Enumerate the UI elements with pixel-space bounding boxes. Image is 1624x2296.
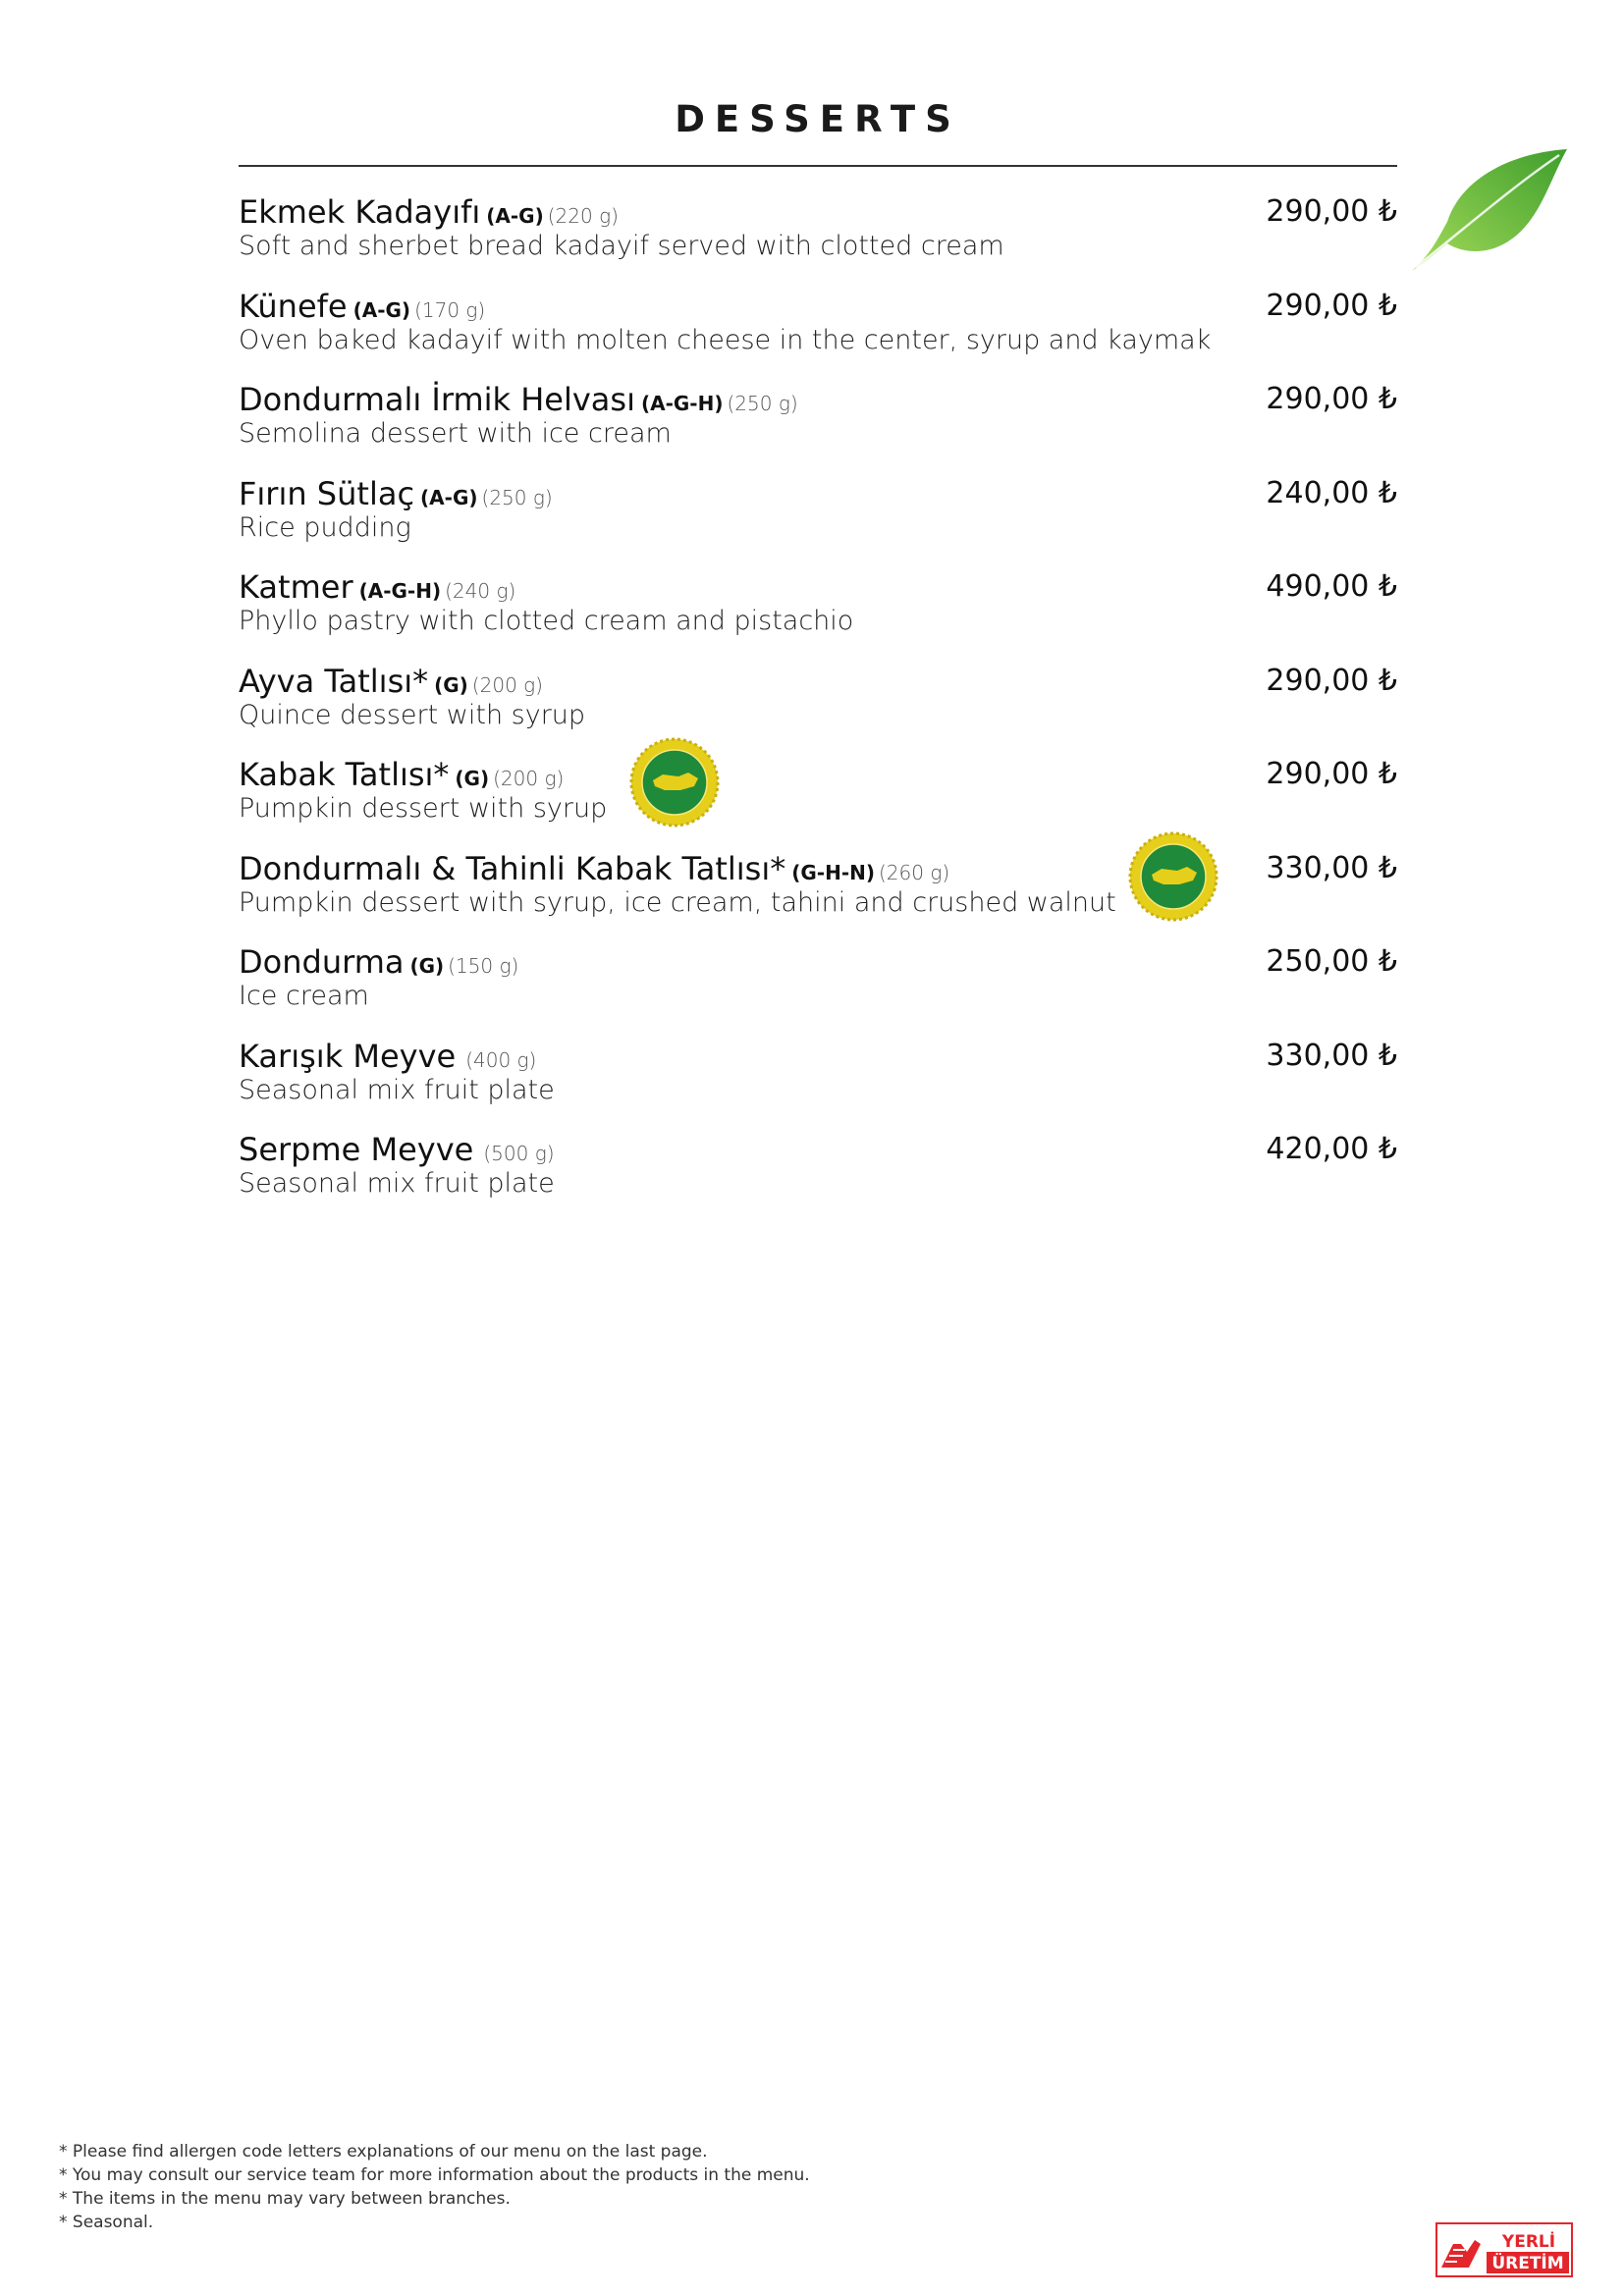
geographical-indication-badge-icon [629,737,720,828]
item-name: Fırın Sütlaç [239,474,415,512]
item-allergens: (A-G) [486,204,544,228]
logo-text-line2: ÜRETİM [1491,2254,1564,2273]
item-price: 240,00 ₺ [1266,475,1397,510]
footnote-seasonal: * Seasonal. [59,2213,154,2232]
item-name: Dondurmalı İrmik Helvası [239,381,635,418]
leaf-icon [1402,145,1569,273]
menu-item-firin-sutlac [239,474,1397,568]
dessert-menu-list [239,192,1397,1224]
item-weight: (150 g) [448,954,519,978]
item-description: Ice cream [239,981,369,1011]
item-name: Serpme Meyve [239,1131,474,1168]
item-name: Dondurmalı & Tahinli Kabak Tatlısı* [239,849,786,887]
item-weight: (260 g) [879,860,950,884]
item-weight: (170 g) [414,297,486,322]
item-weight: (220 g) [547,204,619,228]
item-weight: (400 g) [465,1047,537,1072]
item-description: Seasonal mix fruit plate [239,1074,555,1105]
menu-item-kabak-tatlisi [239,755,1397,849]
item-description: Soft and sherbet bread kadayif served with clotted cream [239,231,1004,261]
item-weight: (500 g) [483,1142,555,1165]
item-weight: (200 g) [493,767,565,790]
menu-item-katmer [239,567,1397,662]
footnote-service-team: * You may consult our service team for more information about the products in the menu. [59,2165,810,2185]
item-allergens: (A-G) [352,297,411,322]
item-name: Künefe [239,287,348,325]
footnotes [59,2140,810,2234]
item-allergens: (A-G-H) [358,579,442,603]
item-description: Semolina dessert with ice cream [239,418,672,449]
item-weight: (250 g) [727,392,798,415]
item-price: 290,00 ₺ [1266,382,1397,416]
yerli-uretim-logo [1435,2222,1573,2277]
item-price: 290,00 ₺ [1266,663,1397,698]
menu-item-ayva-tatlisi [239,662,1397,756]
item-allergens: (G) [434,672,468,697]
item-allergens: (G-H-N) [791,860,875,884]
item-weight: (240 g) [445,579,516,603]
item-description: Seasonal mix fruit plate [239,1168,555,1199]
item-name: Ayva Tatlısı* [239,662,429,700]
item-price: 330,00 ₺ [1266,850,1397,885]
menu-item-tahinli-kabak-tatlisi [239,849,1397,943]
item-name: Ekmek Kadayıfı [239,193,481,231]
item-description: Rice pudding [239,511,411,543]
item-name: Kabak Tatlısı* [239,756,450,793]
logo-text-line1: YERLİ [1501,2232,1556,2252]
menu-item-irmik-helvasi [239,380,1397,474]
item-allergens: (A-G) [420,485,478,509]
item-allergens: (A-G-H) [640,392,724,415]
item-allergens: (G) [409,954,445,978]
item-description: Pumpkin dessert with syrup [239,793,608,824]
menu-item-ekmek-kadayifi [239,192,1397,287]
item-price: 330,00 ₺ [1266,1038,1397,1073]
menu-item-dondurma [239,942,1397,1037]
menu-item-karisik-meyve [239,1037,1397,1131]
item-description: Quince dessert with syrup [239,699,586,730]
menu-item-kunefe [239,287,1397,381]
item-weight: (250 g) [481,485,553,509]
item-description: Phyllo pastry with clotted cream and pistachio [239,606,854,636]
item-name: Karışık Meyve [239,1037,457,1075]
footnote-branches: * The items in the menu may vary between branches. [59,2189,511,2209]
item-price: 420,00 ₺ [1266,1132,1397,1166]
item-weight: (200 g) [471,672,543,697]
item-price: 290,00 ₺ [1266,194,1397,229]
footnote-allergens: * Please find allergen code letters explanations of our menu on the last page. [59,2142,708,2162]
item-name: Dondurma [239,943,405,981]
page-title: DESSERTS [675,98,961,140]
menu-item-serpme-meyve [239,1130,1397,1224]
title-divider [239,165,1397,167]
item-name: Katmer [239,568,353,606]
item-description: Oven baked kadayif with molten cheese in the center, syrup and kaymak [239,324,1212,355]
item-price: 490,00 ₺ [1266,569,1397,604]
item-allergens: (G) [455,767,490,790]
item-description: Pumpkin dessert with syrup, ice cream, tahini and crushed walnut [239,886,1116,918]
geographical-indication-badge-icon [1128,831,1218,922]
item-price: 290,00 ₺ [1266,288,1397,323]
item-price: 290,00 ₺ [1266,757,1397,791]
item-price: 250,00 ₺ [1266,944,1397,979]
